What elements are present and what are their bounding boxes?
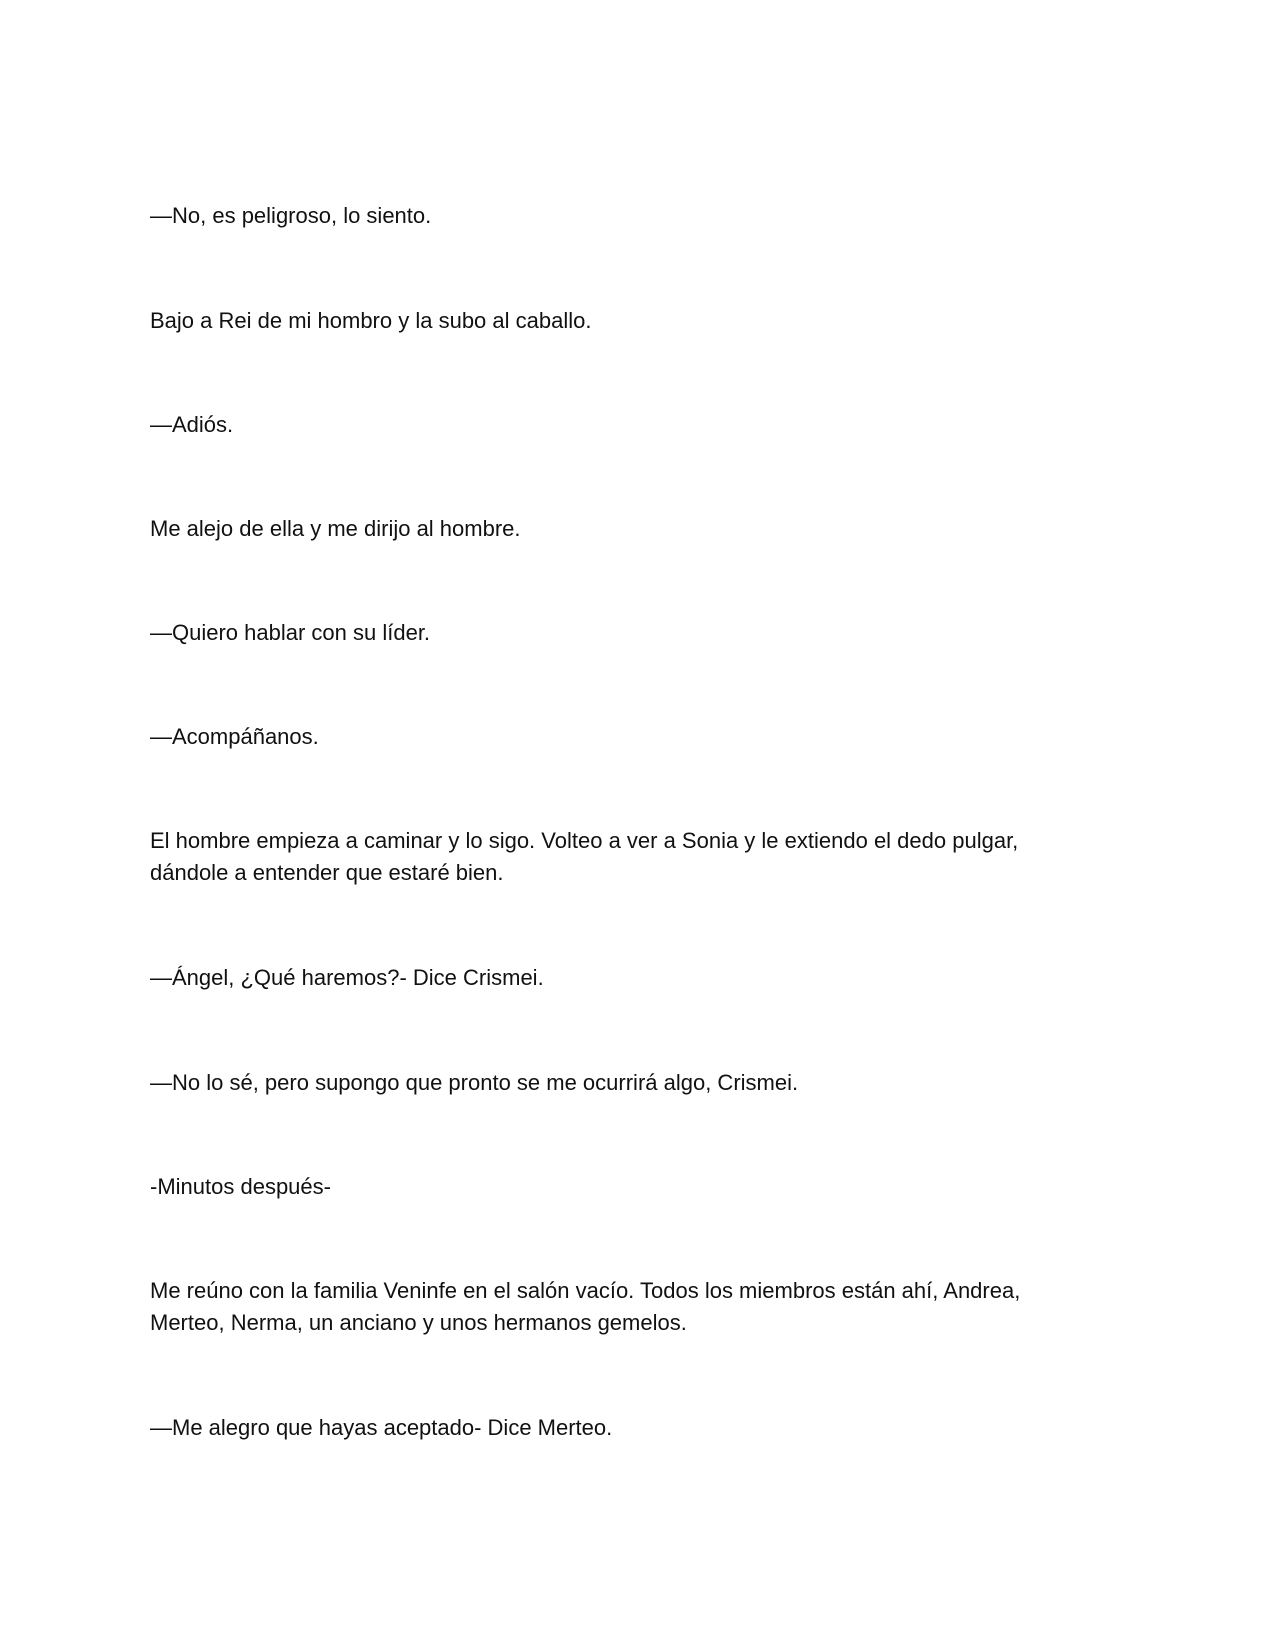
paragraph-8: —Ángel, ¿Qué haremos?- Dice Crismei.	[150, 965, 544, 990]
paragraph-11: Me reúno con la familia Veninfe en el salón vacío. Todos los miembros están ahí, Andrea, Merteo, Nerma, un anciano y unos hermanos gemelos.	[150, 1278, 1021, 1335]
paragraph-10: -Minutos después-	[150, 1174, 331, 1199]
paragraph-5: —Quiero hablar con su líder.	[150, 620, 431, 645]
paragraph-4: Me alejo de ella y me dirijo al hombre.	[150, 516, 521, 541]
paragraph-3: —Adiós.	[150, 412, 234, 437]
paragraph-6: —Acompáñanos.	[150, 724, 319, 749]
paragraph-2: Bajo a Rei de mi hombro y la subo al caballo.	[150, 308, 592, 333]
paragraph-12: —Me alegro que hayas aceptado- Dice Merteo.	[150, 1415, 613, 1440]
paragraph-9: —No lo sé, pero supongo que pronto se me ocurrirá algo, Crismei.	[150, 1070, 799, 1095]
paragraph-7: El hombre empieza a caminar y lo sigo. Volteo a ver a Sonia y le extiendo el dedo pulgar, dándole a entender que estaré bien.	[150, 828, 1019, 885]
paragraph-1: —No, es peligroso, lo siento.	[150, 203, 432, 228]
